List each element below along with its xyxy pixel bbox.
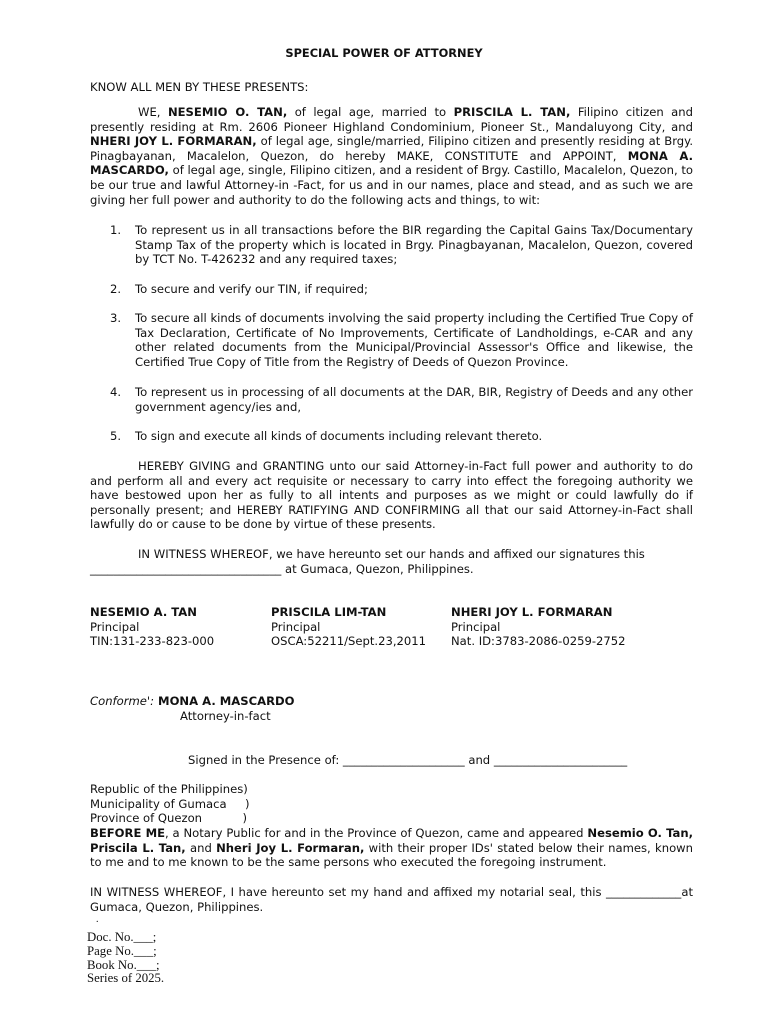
list-item-number: 2.: [110, 282, 122, 296]
venue-province: Province of Quezon ): [90, 811, 248, 825]
list-item-number: 3.: [110, 311, 122, 325]
granting-paragraph: HEREBY GIVING and GRANTING unto our said Attorney-in-Fact full power and authority to do and perform all and every act requisite or necessary to carry into effect the foregoing authority we have bestowed upon her as fully to all intents and purposes as we might or could lawfully do if personally present; and HEREBY RATIFYING AND CONFIRMING all that our said Attorney-in-Fact shall lawfully do or cause to be done by virtue of these presents.: [90, 459, 693, 532]
notary-before: BEFORE ME: [90, 826, 166, 840]
conforme-name: MONA A. MASCARDO: [154, 694, 295, 708]
signatory-block: [271, 605, 451, 649]
signatory-block: [451, 605, 631, 649]
list-item-number: 4.: [110, 385, 122, 399]
list-item-text: To secure all kinds of documents involving the said property including the Certified True Copy of Tax Declaration, Certificate of No Improvements, Certificate of Landholdings, e-CAR and any other related documents from the Municipal/Provincial Assessor's Office and likewise, the Certified True Copy of Title from the Registry of Deeds of Quezon Province.: [135, 311, 693, 369]
intro-text-2: Filipino citizen and presently residing at Rm. 2606 Pioneer Highland Condominium, Pioneer St., Mandaluyong City, and: [90, 105, 693, 134]
intro-text-4: of legal age, single, Filipino citizen, and a resident of Brgy. Castillo, Macalelon, Quezon, to be our true and lawful Attorney-in -Fact, for us and in our names, place and stead, and as such we are giving her full power and authority to do the following acts and things, to wit:: [90, 163, 693, 207]
list-item-number: 1.: [110, 223, 122, 237]
list-item-text: To represent us in all transactions before the BIR regarding the Capital Gains Tax/Documentary Stamp Tax of the property which is located in Brgy. Pinagbayanan, Macalelon, Quezon, covered by TCT No. T-426232 and any required taxes;: [135, 223, 693, 267]
venue-republic: Republic of the Philippines): [90, 782, 248, 796]
intro-paragraph: [90, 105, 693, 207]
principal-name-3: NHERI JOY L. FORMARAN,: [90, 134, 257, 149]
witness-line-1: IN WITNESS WHEREOF, we have hereunto set our hands and affixed our signatures this: [138, 547, 645, 561]
signatory-id: TIN:131-233-823-000: [90, 634, 215, 649]
signatory-name: NHERI JOY L. FORMARAN: [451, 605, 613, 619]
intro-text-1: of legal age, married to: [287, 105, 454, 119]
principal-name-1: NESEMIO O. TAN,: [167, 105, 288, 119]
signatory-role: Principal: [271, 619, 321, 634]
signatory-name: PRISCILA LIM-TAN: [271, 605, 387, 619]
notary-text-3: with their proper IDs' stated below their names, known to me and to me known to be the same persons who executed the foregoing instrument.: [90, 840, 694, 870]
signatory-role: Principal: [90, 619, 140, 634]
notary-paragraph: [90, 826, 693, 870]
know-all-heading: KNOW ALL MEN BY THESE PRESENTS:: [90, 80, 309, 94]
document-title: SPECIAL POWER OF ATTORNEY: [285, 46, 483, 60]
series-line: Series of 2025.: [87, 971, 165, 985]
intro-we: WE,: [138, 105, 168, 119]
attorney-name: MONA A. MASCARDO,: [90, 148, 694, 178]
book-number: Book No.___;: [87, 958, 160, 972]
list-item-number: 5.: [110, 429, 122, 443]
conforme-label: Conforme':: [90, 694, 154, 708]
list-item-text: To represent us in processing of all documents at the DAR, BIR, Registry of Deeds and any other government agency/ies and,: [135, 385, 693, 414]
signatory-id: OSCA:52211/Sept.23,2011: [271, 634, 427, 649]
notary-names-2: Nheri Joy L. Formaran,: [216, 840, 365, 855]
notary-witness-paragraph: IN WITNESS WHEREOF, I have hereunto set my hand and affixed my notarial seal, this _____________at Gumaca, Quezon, Philippines.: [90, 885, 693, 914]
principal-name-2: PRISCILA L. TAN,: [453, 105, 571, 119]
conforme-role: Attorney-in-fact: [180, 709, 271, 723]
signatory-name: NESEMIO A. TAN: [90, 605, 197, 619]
intro-text-3: of legal age, single/married, Filipino citizen and presently residing at Brgy. Pinagbayanan, Macalelon, Quezon, do hereby MAKE, CONSTITUTE and APPOINT,: [90, 134, 694, 163]
notary-text-2: and: [185, 840, 217, 855]
signatory-role: Principal: [451, 619, 501, 634]
page-number: Page No.___;: [87, 944, 157, 958]
conforme-line: [90, 694, 295, 709]
witness-line-2: _________________________________ at Gumaca, Quezon, Philippines.: [90, 562, 474, 576]
list-item-text: To sign and execute all kinds of documents including relevant thereto.: [135, 429, 543, 443]
signed-presence-line: Signed in the Presence of: _____________________ and _______________________: [188, 753, 628, 767]
doc-number: Doc. No.___;: [87, 930, 157, 944]
venue-municipality: Municipality of Gumaca ): [90, 797, 250, 811]
list-item-text: To secure and verify our TIN, if required;: [135, 282, 368, 296]
signatory-id: Nat. ID:3783-2086-0259-2752: [451, 634, 626, 649]
notary-text-1: , a Notary Public for and in the Province of Quezon, came and appeared: [165, 826, 588, 840]
notary-names-1: Nesemio O. Tan, Priscila L. Tan,: [90, 826, 694, 855]
signatory-block: [90, 605, 270, 649]
stray-dot: .: [96, 914, 99, 925]
